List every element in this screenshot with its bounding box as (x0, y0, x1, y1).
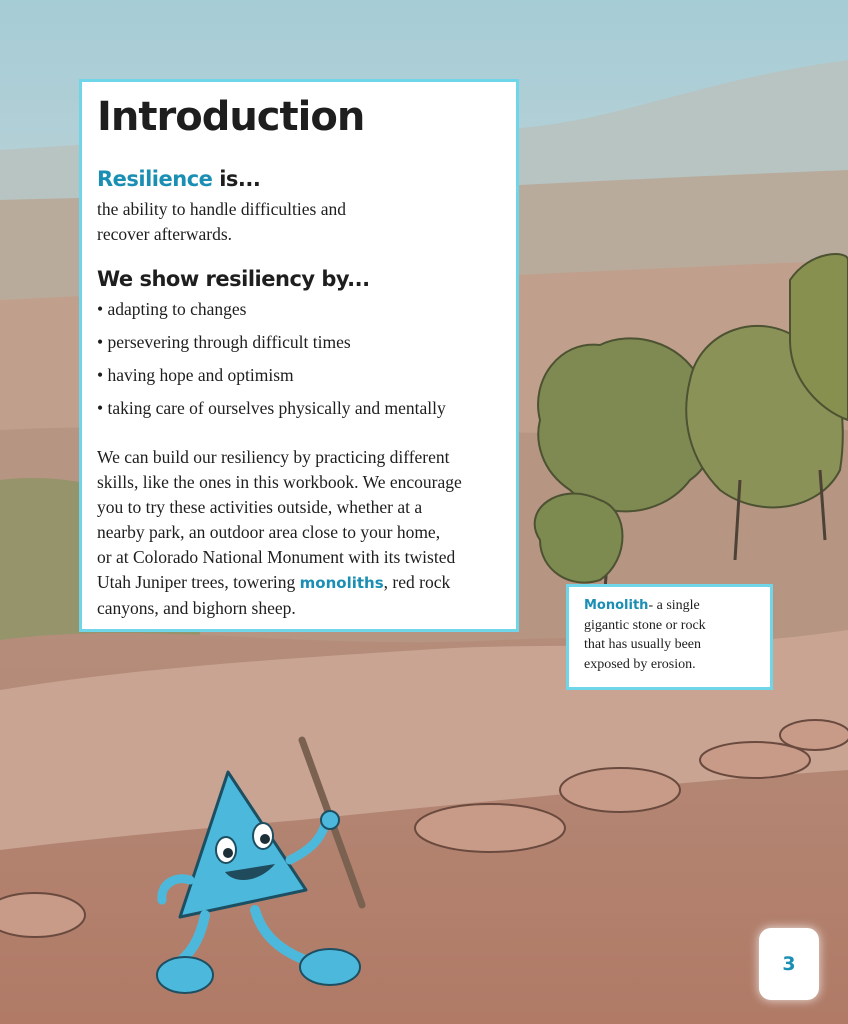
definition-heading (97, 167, 502, 191)
stone-4 (415, 804, 565, 852)
paragraph-line: or at Colorado National Monument with its twisted (97, 547, 456, 567)
paragraph-text: Utah Juniper trees, towering (97, 572, 300, 592)
monoliths-term: monoliths (299, 574, 384, 592)
glossary-line: that has usually been (584, 637, 702, 652)
glossary-box (566, 584, 773, 690)
definition-line-1: the ability to handle difficulties and (97, 199, 346, 219)
definition-line-2: recover afterwards. (97, 224, 233, 244)
paragraph-line: nearby park, an outdoor area close to your home, (97, 522, 441, 542)
list-item: • adapting to changes (97, 299, 247, 319)
page-title: Introduction (97, 94, 365, 140)
paragraph-line: We can build our resiliency by practicing different (97, 447, 450, 467)
glossary-text: - a single (648, 598, 700, 613)
paragraph-line: you to try these activities outside, whether at a (97, 497, 423, 517)
stone-1 (560, 768, 680, 812)
paragraph-line (97, 570, 502, 596)
glossary-term: Monolith (584, 598, 649, 613)
list-item: • taking care of ourselves physically and mentally (97, 398, 446, 418)
glossary-line: exposed by erosion. (584, 656, 696, 672)
stone-3 (780, 720, 848, 750)
paragraph-line: skills, like the ones in this workbook. We encourage (97, 472, 462, 492)
list-item: • persevering through difficult times (97, 332, 351, 352)
introduction-card (79, 79, 519, 632)
page-number: 3 (759, 928, 819, 1000)
ways-heading: We show resiliency by... (97, 267, 370, 291)
definition-term-suffix: is... (212, 167, 261, 191)
definition-term: Resilience (97, 167, 213, 191)
list-item: • having hope and optimism (97, 365, 294, 385)
paragraph-line: canyons, and bighorn sheep. (97, 598, 296, 618)
intro-paragraph (97, 445, 502, 621)
stone-5 (0, 893, 85, 937)
glossary-line (584, 596, 760, 616)
paragraph-text: , red rock (383, 572, 451, 592)
glossary-line: gigantic stone or rock (584, 617, 706, 633)
bullet-list (97, 293, 502, 425)
